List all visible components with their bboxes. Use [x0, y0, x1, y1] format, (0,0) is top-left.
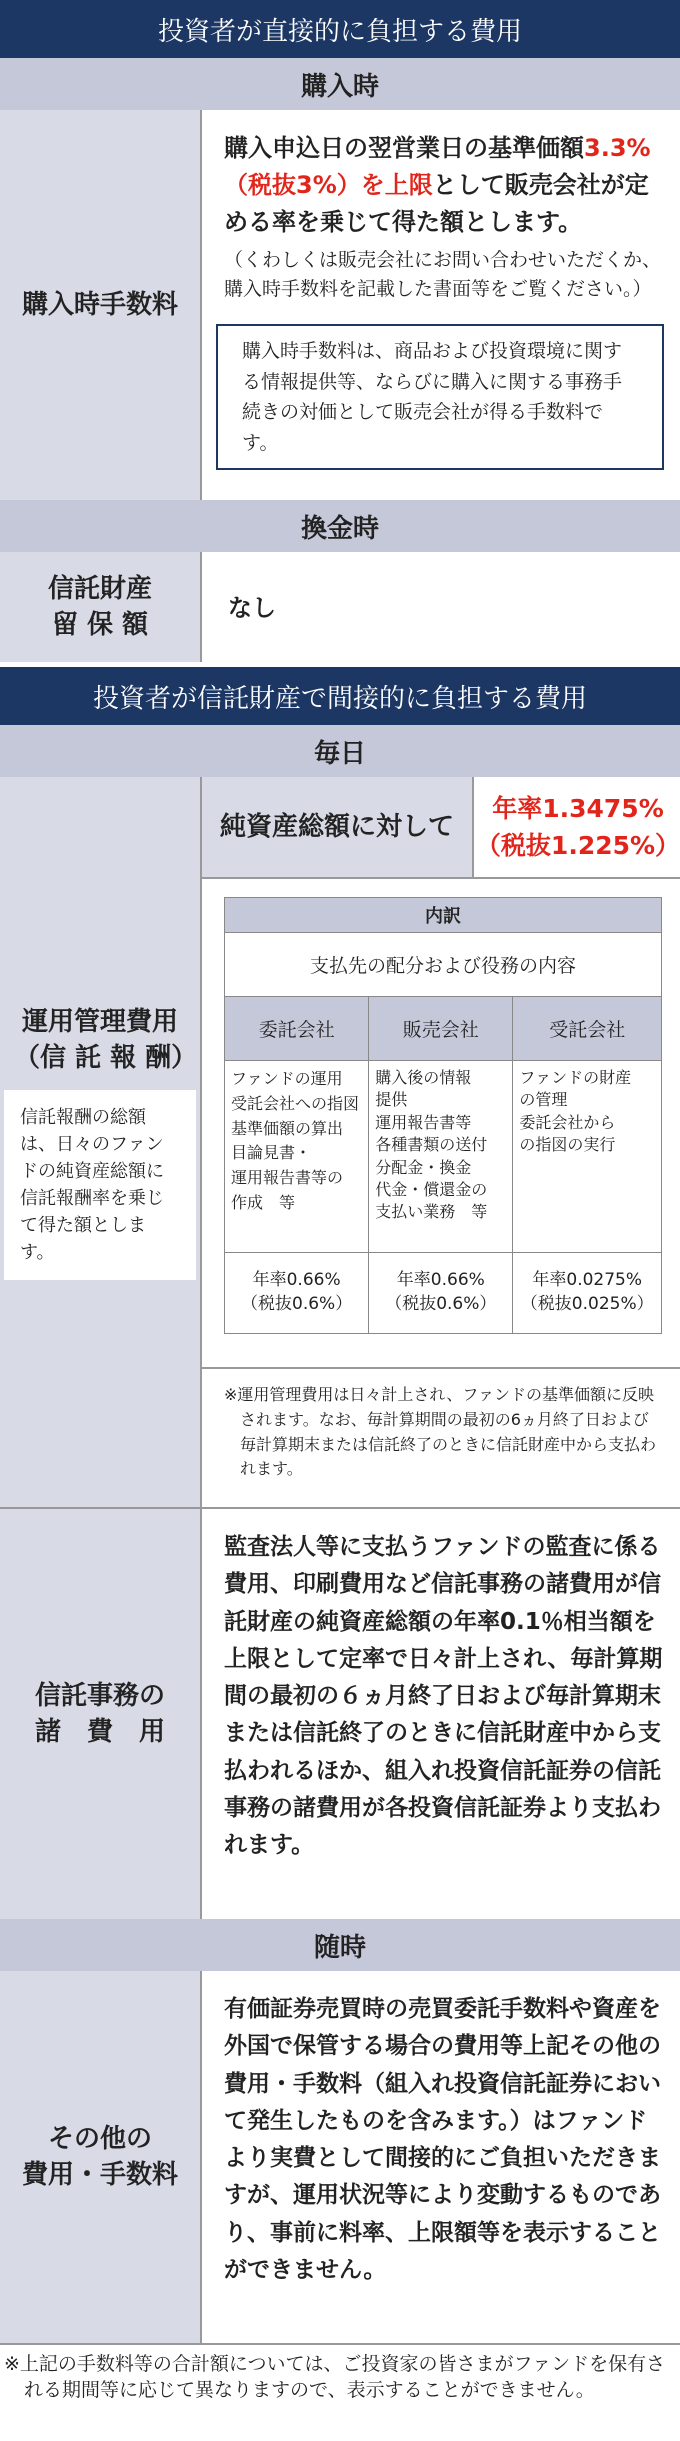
- purchase-header: 購入時: [0, 58, 680, 110]
- service-distributor: [369, 1061, 513, 1253]
- management-fee-rate-line1: 年率1.3475%: [492, 793, 664, 823]
- service-line: 代金・償還金の: [375, 1179, 488, 1199]
- service-line: 運用報告書等の: [231, 1168, 344, 1188]
- rate-line: 年率0.0275%: [532, 1270, 643, 1290]
- trust-admin-label-line1: 信託事務の: [34, 1680, 165, 1711]
- service-line: ファンドの運用: [231, 1069, 343, 1088]
- service-line: ファンドの財産: [519, 1068, 632, 1087]
- service-line: 基準価額の算出: [231, 1118, 344, 1138]
- purchase-fee-text-2: として販売会社が定める率を乗じて得た額とします。: [224, 171, 649, 237]
- other-fees-label-line2: 費用・手数料: [21, 2160, 178, 2190]
- breakdown-table: [224, 897, 662, 1334]
- other-fees-label: [0, 1971, 200, 2343]
- service-line: 購入後の情報: [375, 1068, 472, 1087]
- rate-line: 年率0.66%: [396, 1270, 485, 1290]
- service-line: 目論見書・: [231, 1143, 312, 1163]
- service-line: 提供: [375, 1090, 408, 1110]
- purchase-fee-cap: 3.3%（税抜3%）を上限: [224, 134, 651, 200]
- rate-line: 年率0.66%: [252, 1270, 341, 1290]
- section-indirect-title: 投資者が信託財産で間接的に負担する費用: [0, 667, 680, 725]
- service-line: 分配金・換金: [375, 1157, 472, 1177]
- service-line: 支払い業務 等: [375, 1202, 488, 1222]
- trust-admin-text: 監査法人等に支払うファンドの監査に係る費用、印刷費用など信託事務の諸費用が信託財産の純資産総額の年率0.1％相当額を上限として定率で日々計上され、毎計算期間の最初の６ヵ月終了日および毎計算期末または信託終了のときに信託財産中から支払われるほか、組入れ投資信託証券の信託事務の諸費用が各投資信託証券より支払われます。: [200, 1509, 680, 1919]
- purchase-fee-box: 購入時手数料は、商品および投資環境に関する情報提供等、ならびに購入に関する事務手続きの対価として販売会社が得る手数料です。: [216, 324, 664, 470]
- management-fee-label-note: 信託報酬の総額は、日々のファンドの純資産総額に信託報酬率を乗じて得た額とします。: [4, 1090, 196, 1280]
- other-fees-text: 有価証券売買時の売買委託手数料や資産を外国で保管する場合の費用等上記その他の費用・手数料（組入れ投資信託証券において発生したものを含みます。）はファンドより実費として間接的にご負担いただきますが、運用状況等により変動するものであり、事前に料率、上限額等を表示することができません。: [200, 1971, 680, 2343]
- service-trustee: [513, 1061, 662, 1253]
- service-line: 作成 等: [231, 1192, 296, 1212]
- purchase-fee-main: [224, 130, 664, 242]
- management-fee-footnote: ※運用管理費用は日々計上され、ファンドの基準価額に反映されます。なお、毎計算期間の最初の6ヵ月終了日および毎計算期末または信託終了のときに信託財産中から支払われます。: [224, 1385, 657, 1479]
- rate-trustor: [225, 1253, 369, 1334]
- other-fees-label-line1: その他の: [47, 2123, 152, 2154]
- management-fee-rate-line2: （税抜1.225%）: [475, 831, 680, 860]
- retention-label: [0, 552, 200, 662]
- management-fee-label-line2: （信 託 報 酬）: [14, 1043, 198, 1073]
- col-header-distributor: 販売会社: [369, 997, 513, 1061]
- management-fee-rate: [472, 777, 680, 877]
- rate-distributor: [369, 1253, 513, 1334]
- management-fee-content: [200, 777, 680, 1507]
- daily-header: 毎日: [0, 725, 680, 777]
- breakdown-subtitle: 支払先の配分および役務の内容: [225, 933, 662, 997]
- col-header-trustor: 委託会社: [225, 997, 369, 1061]
- service-line: 委託会社から: [519, 1112, 616, 1132]
- service-line: の指図の実行: [519, 1135, 616, 1155]
- section-direct-title: 投資者が直接的に負担する費用: [0, 0, 680, 58]
- management-fee-label-line1: 運用管理費用: [21, 1006, 178, 1037]
- service-line: 各種書類の送付: [375, 1135, 488, 1155]
- rate-line: （税抜0.6%）: [385, 1293, 497, 1314]
- management-fee-label-cell: [0, 777, 200, 1507]
- retention-value: なし: [200, 552, 680, 662]
- trust-admin-label: [0, 1509, 200, 1919]
- footer-note: ※上記の手数料等の合計額については、ご投資家の皆さまがファンドを保有される期間等に応じて異なりますので、表示することができません。: [4, 2353, 666, 2401]
- service-line: 運用報告書等: [375, 1112, 472, 1132]
- trust-admin-label-line2: 諸 費 用: [34, 1717, 165, 1747]
- redemption-header: 換金時: [0, 500, 680, 552]
- purchase-fee-label: 購入時手数料: [0, 110, 200, 500]
- purchase-fee-content: [200, 110, 680, 500]
- occasional-header: 随時: [0, 1919, 680, 1971]
- against-net-assets-label: 純資産総額に対して: [202, 777, 472, 877]
- rate-line: （税抜0.6%）: [241, 1293, 353, 1314]
- divider: [202, 1367, 680, 1369]
- retention-label-line1: 信託財産: [47, 573, 152, 604]
- service-line: の管理: [519, 1090, 568, 1110]
- retention-label-line2: 留 保 額: [51, 610, 149, 640]
- purchase-fee-text-1: 購入申込日の翌営業日の基準価額: [224, 134, 584, 162]
- breakdown-title: 内訳: [225, 898, 662, 933]
- divider: [202, 877, 680, 879]
- rate-trustee: [513, 1253, 662, 1334]
- col-header-trustee: 受託会社: [513, 997, 662, 1061]
- service-line: 受託会社への指図: [231, 1093, 360, 1113]
- rate-line: （税抜0.025%）: [520, 1293, 654, 1314]
- purchase-fee-note: （くわしくは販売会社にお問い合わせいただくか、購入時手数料を記載した書面等をご覧ください。）: [224, 248, 662, 300]
- divider: [0, 2343, 680, 2345]
- service-trustor: [225, 1061, 369, 1253]
